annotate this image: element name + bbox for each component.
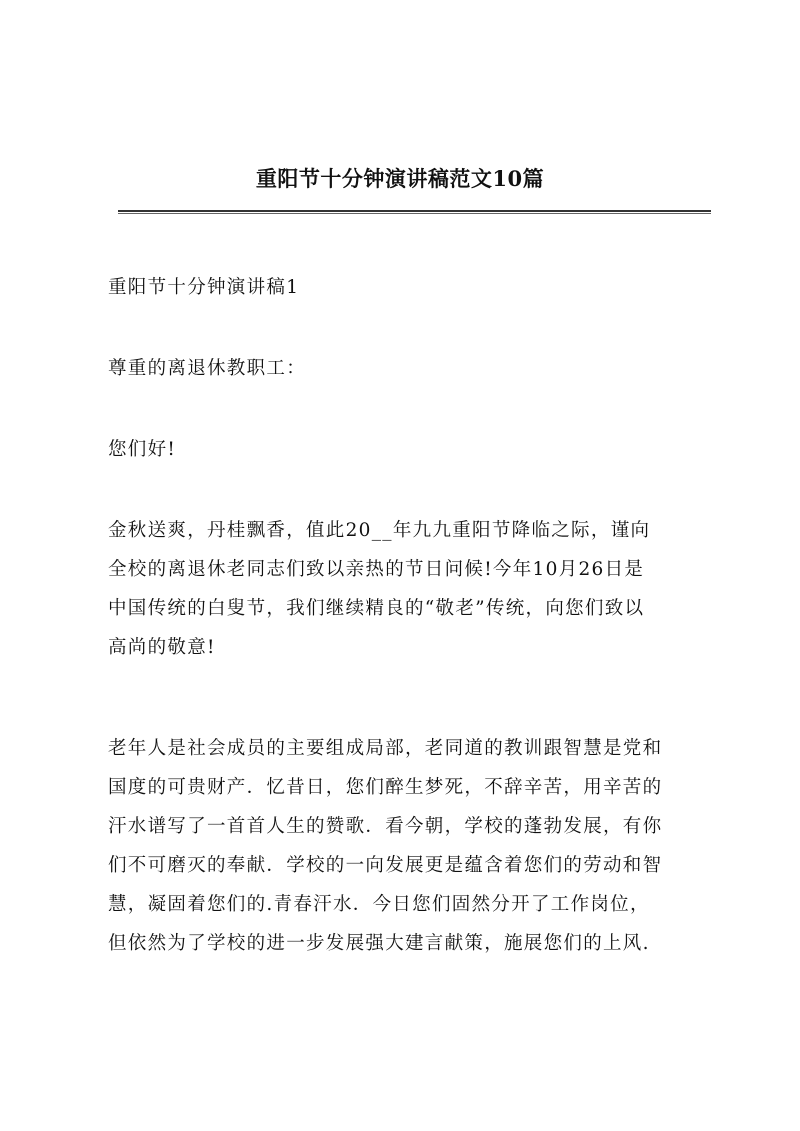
paragraph-line: 高尚的敬意! (108, 637, 216, 658)
paragraph-line: 汗水谱写了一首首人生的赞歌．看今朝，学校的蓬勃发展，有你 (108, 816, 663, 837)
title-divider (118, 210, 711, 214)
paragraph-line: 金秋送爽，丹桂飘香，值此20__年九九重阳节降临之际，谨向 (108, 520, 651, 541)
paragraph-line: 们不可磨灭的奉献．学校的一向发展更是蕴含着您们的劳动和智 (108, 855, 663, 876)
paragraph-line: 中国传统的白叟节，我们继续精良的“敬老”传统，向您们致以 (108, 598, 645, 619)
paragraph-line: 但依然为了学校的进一步发展强大建言献策，施展您们的上风. (108, 933, 650, 954)
document-title: 重阳节十分钟演讲稿范文10篇 (255, 166, 545, 191)
greeting: 您们好! (108, 439, 177, 460)
salutation: 尊重的离退休教职工： (108, 358, 307, 379)
section-heading: 重阳节十分钟演讲稿1 (108, 277, 300, 298)
paragraph-2 (108, 729, 708, 963)
paragraph-line: 全校的离退休老同志们致以亲热的节日问候!今年10月26日是 (108, 559, 645, 580)
paragraph-line: 慧，凝固着您们的.青春汗水．今日您们固然分开了工作岗位， (108, 894, 650, 915)
paragraph-line: 老年人是社会成员的主要组成局部，老同道的教训跟智慧是党和 (108, 738, 663, 759)
paragraph-line: 国度的可贵财产．忆昔日，您们醉生梦死，不辞辛苦，用辛苦的 (108, 777, 663, 798)
paragraph-1 (108, 511, 708, 667)
